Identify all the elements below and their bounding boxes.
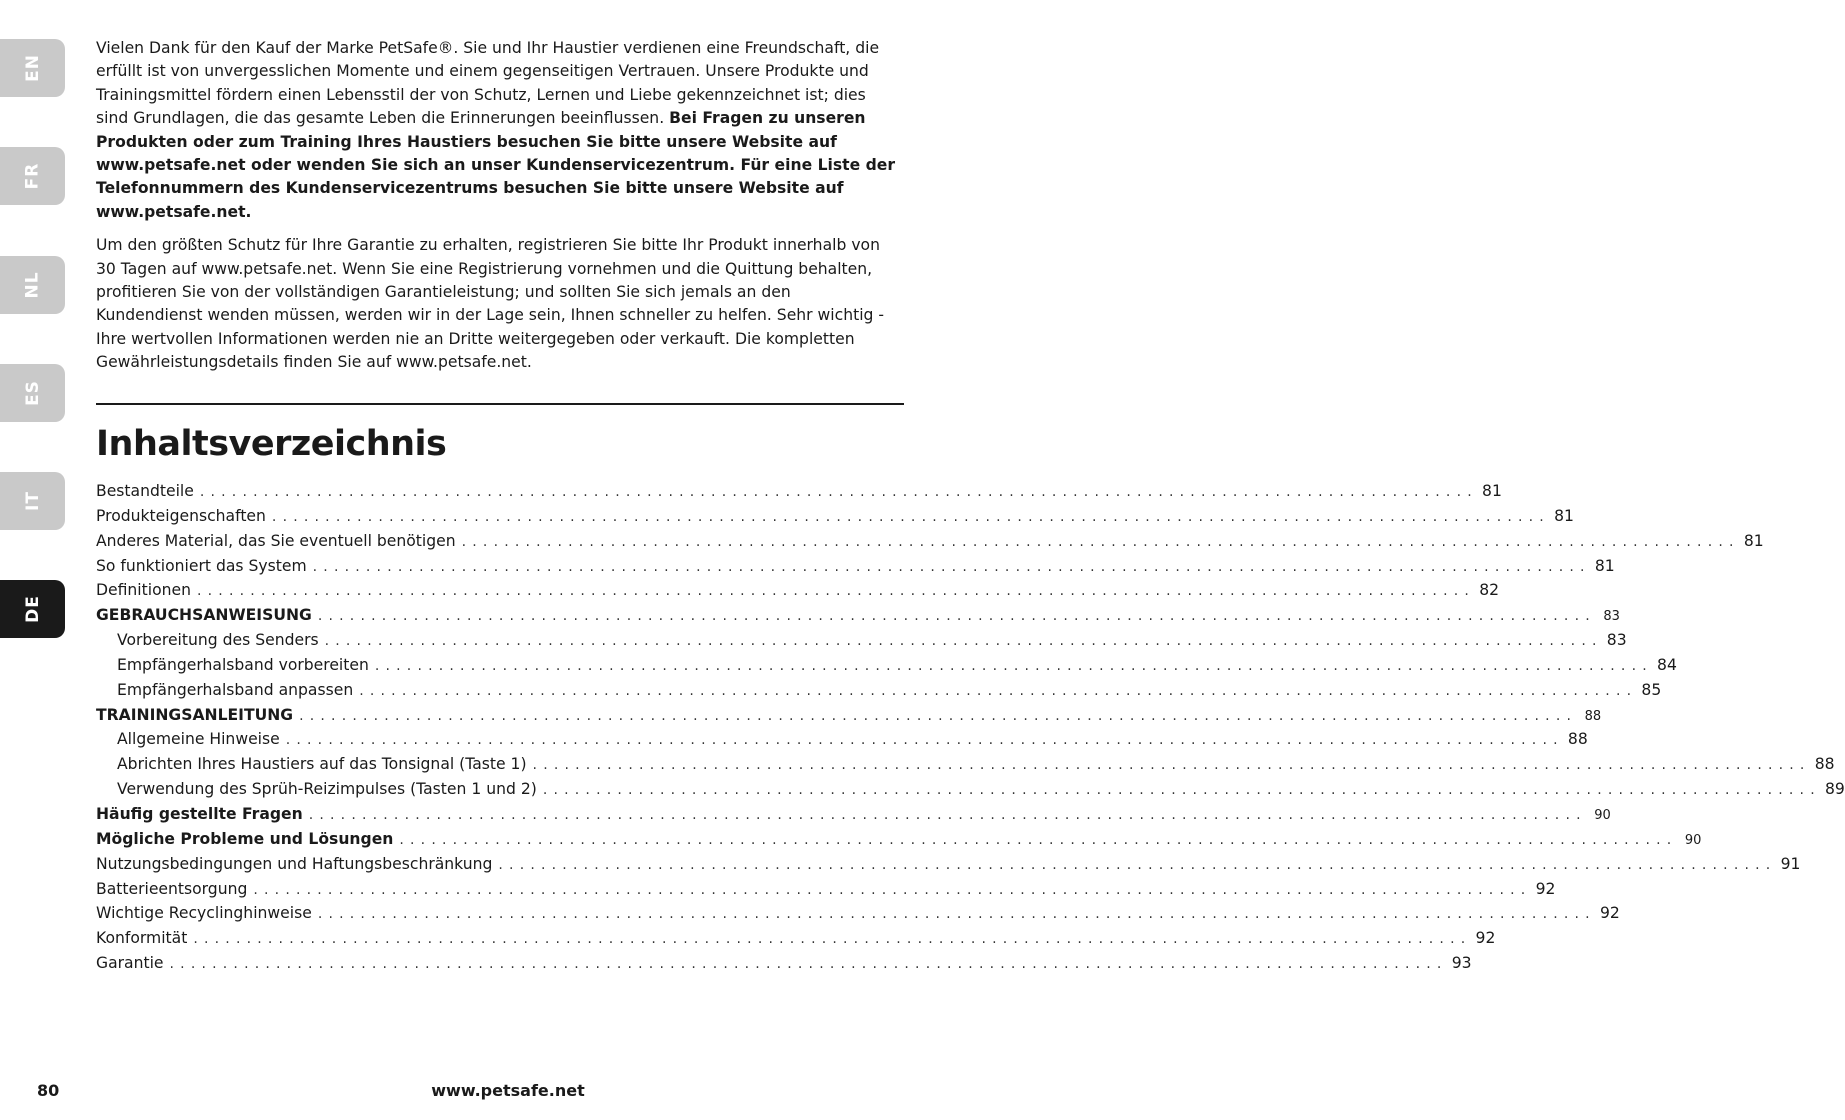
toc-entry[interactable] <box>96 482 1502 507</box>
toc-entry-label: Mögliche Probleme und Lösungen <box>96 829 394 848</box>
toc-leader-dots: ........................................................................................................................ <box>308 806 1587 823</box>
toc-entry-page: 92 <box>1600 904 1620 923</box>
toc-entry[interactable] <box>96 531 1764 557</box>
language-tab-it[interactable] <box>0 472 65 530</box>
toc-entry[interactable] <box>96 606 1620 631</box>
toc-entry-label: Häufig gestellte Fragen <box>96 804 303 823</box>
toc-entry[interactable] <box>96 904 1620 929</box>
toc-entry-label: Empfängerhalsband vorbereiten <box>117 655 369 674</box>
toc-entry-label: Verwendung des Sprüh-Reizimpulses (Tasten 1 und 2) <box>117 780 537 799</box>
toc-leader-dots: ........................................................................................................................ <box>498 856 1777 873</box>
language-tab-en[interactable] <box>0 39 65 97</box>
toc-entry-page: 85 <box>1641 680 1662 699</box>
toc-entry-label: Vorbereitung des Senders <box>117 631 319 650</box>
toc-entry-page: 88 <box>1584 708 1602 724</box>
toc-entry-page: 90 <box>1594 807 1611 823</box>
toc-entry[interactable] <box>96 631 1627 656</box>
toc-entry-page: 90 <box>1684 832 1702 848</box>
toc-entry[interactable] <box>96 755 1835 780</box>
toc-entry-page: 81 <box>1594 556 1615 575</box>
toc-leader-dots: ........................................................................................................................ <box>199 484 1478 500</box>
toc-entry-label: Konformität <box>96 929 188 948</box>
toc-entry-label: Definitionen <box>96 581 191 600</box>
toc-leader-dots: ........................................................................................................................ <box>299 707 1578 724</box>
toc-leader-dots: ........................................................................................................................ <box>317 608 1596 625</box>
toc-entry[interactable] <box>96 556 1615 582</box>
toc-entry[interactable] <box>96 854 1801 880</box>
table-of-contents <box>96 482 1845 979</box>
toc-entry-page: 81 <box>1482 482 1502 500</box>
toc-title: Inhaltsverzeichnis <box>96 424 447 464</box>
toc-entry[interactable] <box>96 804 1611 830</box>
toc-entry[interactable] <box>96 879 1556 905</box>
toc-entry-label: GEBRAUCHSANWEISUNG <box>96 606 312 625</box>
toc-entry[interactable] <box>96 730 1588 755</box>
intro-paragraph-1 <box>96 37 896 224</box>
toc-leader-dots: ........................................................................................................................ <box>312 558 1591 575</box>
language-tab-label: FR <box>22 162 43 190</box>
toc-leader-dots: ........................................................................................................................ <box>285 732 1564 749</box>
toc-leader-dots: ........................................................................................................................ <box>461 533 1740 550</box>
toc-entry[interactable] <box>96 705 1602 731</box>
toc-entry-label: TRAININGSANLEITUNG <box>96 705 294 724</box>
intro-paragraph-2: Um den größten Schutz für Ihre Garantie zu erhalten, registrieren Sie bitte Ihr Produkt innerhalb von 30 Tagen auf www.petsafe.net. Wenn Sie eine Registrierung vornehmen und die Quittung behalten, profitieren Sie von der vollständigen Garantieleistung; und sollten Sie sich jemals an den Kundendienst wenden müssen, werden wir in der Lage sein, Ihnen schneller zu helfen. Sehr wichtig - Ihre wertvollen Informationen werden nie an Dritte weitergegeben oder verkauft. Die kompletten Gewährleistungsdetails finden Sie auf www.petsafe.net. <box>96 236 885 372</box>
toc-entry-page: 88 <box>1814 755 1835 774</box>
toc-entry[interactable] <box>96 581 1500 606</box>
toc-entry-page: 81 <box>1554 506 1574 525</box>
toc-entry-label: Batterieentsorgung <box>96 879 248 898</box>
intro-paragraph-1-bold: Bei Fragen zu unseren Produkten oder zum Training Ihres Haustiers besuchen Sie bitte unsere Website auf www.petsafe.net oder wenden Sie sich an unser Kundenservicezentrum. Für eine Liste der Telefonnummern des Kundenservicezentrums besuchen Sie bitte unsere Website auf www.petsafe.net. <box>96 109 896 221</box>
language-tab-de[interactable] <box>0 580 65 638</box>
toc-entry[interactable] <box>96 506 1574 532</box>
language-tab-label: ES <box>22 380 43 406</box>
toc-leader-dots: ........................................................................................................................ <box>532 757 1811 774</box>
language-tab-label: IT <box>22 491 43 511</box>
toc-leader-dots: ........................................................................................................................ <box>374 657 1653 674</box>
toc-entry[interactable] <box>96 929 1496 954</box>
intro-paragraph-1-text: Vielen Dank für den Kauf der Marke PetSafe®. Sie und Ihr Haustier verdienen eine Freundschaft, die erfüllt ist von unvergesslichen Momente und einem gegenseitigen Vertrauen. Unsere Produkte und Trainingsmittel fördern einen Lebensstil der von Schutz, Lernen und Liebe gekennzeichnet ist; dies sind Grundlagen, die das gesamte Leben die Erinnerungen beeinflussen. <box>96 39 880 128</box>
toc-entry-page: 84 <box>1657 655 1677 674</box>
toc-leader-dots: ........................................................................................................................ <box>271 508 1550 525</box>
toc-leader-dots: ........................................................................................................................ <box>169 956 1448 973</box>
section-divider <box>96 403 904 405</box>
toc-entry-page: 92 <box>1475 929 1496 948</box>
intro-text <box>96 37 896 385</box>
toc-leader-dots: ........................................................................................................................ <box>253 881 1532 898</box>
toc-leader-dots: ........................................................................................................................ <box>399 831 1678 848</box>
language-tabs <box>0 0 66 1120</box>
toc-leader-dots: ........................................................................................................................ <box>359 682 1638 699</box>
toc-entry-page: 83 <box>1606 631 1627 650</box>
toc-entry-label: Wichtige Recyclinghinweise <box>96 904 312 923</box>
language-tab-nl[interactable] <box>0 256 65 314</box>
toc-entry-label: Empfängerhalsband anpassen <box>117 680 354 699</box>
toc-entry-page: 93 <box>1451 954 1472 973</box>
toc-entry-page: 92 <box>1535 879 1556 898</box>
language-tab-es[interactable] <box>0 364 65 422</box>
toc-entry-page: 89 <box>1825 780 1845 799</box>
toc-leader-dots: ........................................................................................................................ <box>324 633 1603 650</box>
toc-leader-dots: ........................................................................................................................ <box>542 782 1821 799</box>
toc-entry[interactable] <box>96 780 1845 805</box>
toc-entry-label: Abrichten Ihres Haustiers auf das Tonsignal (Taste 1) <box>117 755 527 774</box>
toc-entry-page: 88 <box>1567 730 1588 749</box>
toc-entry[interactable] <box>96 655 1677 681</box>
toc-entry[interactable] <box>96 829 1702 855</box>
toc-entry[interactable] <box>96 680 1662 706</box>
toc-entry-page: 91 <box>1780 854 1801 873</box>
language-tab-fr[interactable] <box>0 147 65 205</box>
footer-url: www.petsafe.net <box>431 1081 585 1100</box>
toc-entry-page: 81 <box>1743 531 1764 550</box>
toc-entry[interactable] <box>96 954 1472 979</box>
toc-entry-label: Bestandteile <box>96 482 194 500</box>
toc-entry-page: 82 <box>1479 581 1500 600</box>
language-tab-label: NL <box>22 271 43 299</box>
toc-entry-label: Nutzungsbedingungen und Haftungsbeschränkung <box>96 854 493 873</box>
language-tab-label: DE <box>22 595 43 623</box>
toc-leader-dots: ........................................................................................................................ <box>317 906 1596 923</box>
toc-leader-dots: ........................................................................................................................ <box>193 931 1472 948</box>
toc-entry-label: So funktioniert das System <box>96 556 307 575</box>
toc-entry-label: Allgemeine Hinweise <box>117 730 280 749</box>
toc-leader-dots: ........................................................................................................................ <box>197 583 1476 600</box>
language-tab-label: EN <box>22 54 43 82</box>
toc-entry-label: Anderes Material, das Sie eventuell benötigen <box>96 531 456 550</box>
page-number: 80 <box>37 1081 60 1100</box>
toc-entry-label: Produkteigenschaften <box>96 506 266 525</box>
toc-entry-page: 83 <box>1603 609 1620 625</box>
toc-entry-label: Garantie <box>96 954 164 973</box>
